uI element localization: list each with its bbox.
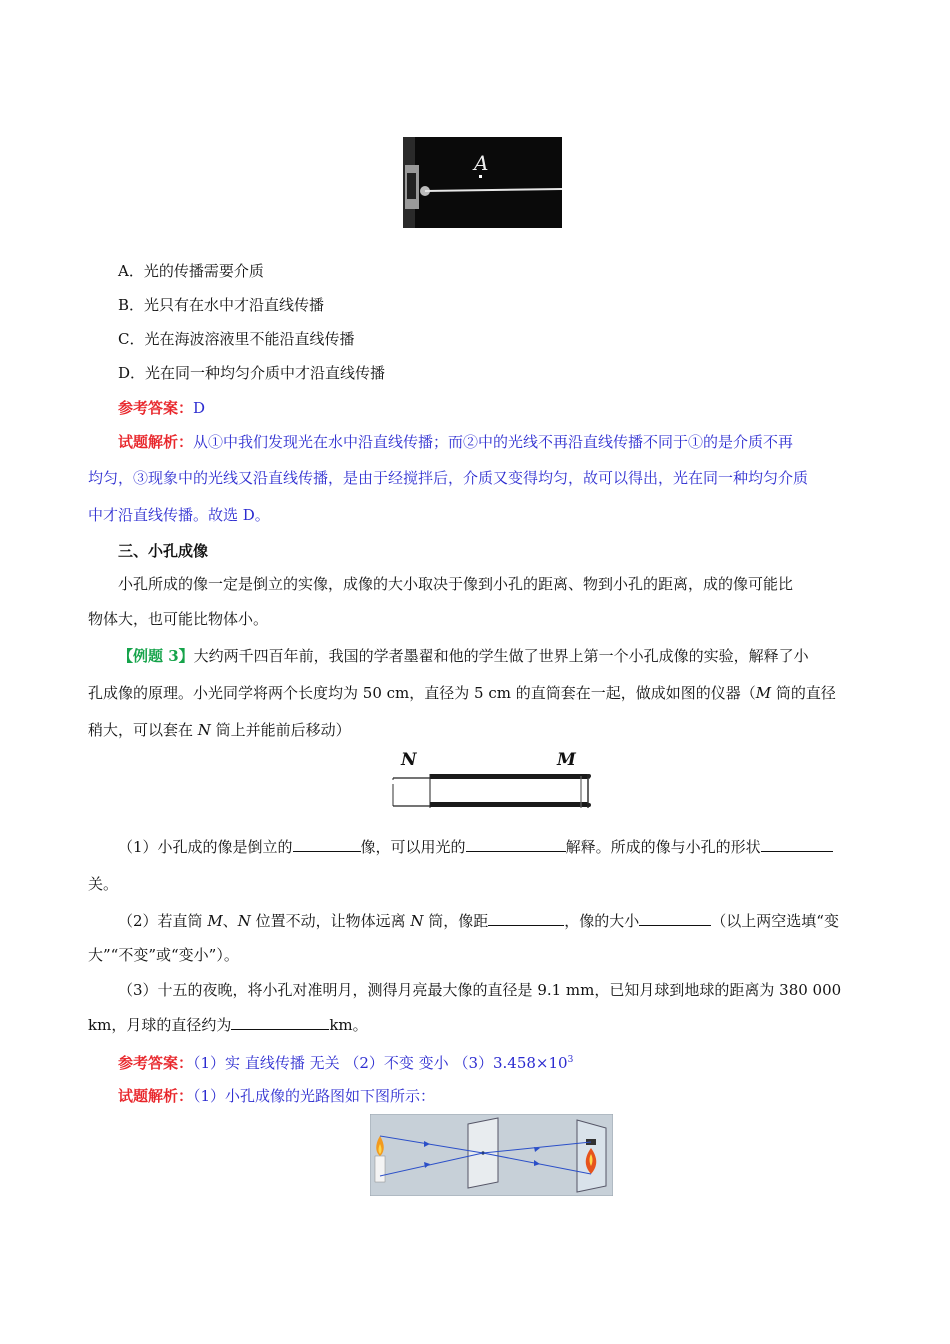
- option-b: B．光只有在水中才沿直线传播: [118, 296, 325, 314]
- answer-1: [118, 398, 898, 418]
- answer-label: 参考答案：: [118, 1054, 194, 1072]
- section-heading: 三、小孔成像: [118, 542, 209, 560]
- example-line-3: 稍大，可以套在 N 筒上并能前后移动）: [88, 721, 351, 739]
- question-2-line-2: 大”“不变”或“变小”）。: [88, 946, 239, 964]
- analysis-1-line-2: 均匀，③现象中的光线又沿直线传播，是由于经搅拌后，介质又变得均匀，故可以得出，光在同一种均匀介质: [88, 469, 809, 487]
- analysis-label: 试题解析：: [118, 1087, 194, 1105]
- option-a: A．光的传播需要介质: [118, 262, 264, 280]
- analysis-1-line-3: 中才沿直线传播。故选 D。: [88, 506, 270, 524]
- question-3-line-2: km，月球的直径约为 km。: [88, 1016, 368, 1034]
- example-line-1: 【例题 3】大约两千四百年前，我国的学者墨翟和他的学生做了世界上第一个小孔成像的实验，解释了小: [118, 647, 809, 665]
- blank-1[interactable]: [293, 837, 361, 852]
- figure-label-a: A: [474, 151, 489, 175]
- analysis-1-line-1: 试题解析：从①中我们发现光在水中沿直线传播；而②中的光线不再沿直线传播不同于①的是介质不再: [118, 433, 794, 451]
- analysis-label: 试题解析：: [118, 433, 194, 451]
- tube-apparatus-figure: [385, 750, 600, 812]
- blank-3[interactable]: [761, 837, 833, 852]
- blank-2[interactable]: [466, 837, 566, 852]
- pinhole-ray-diagram: [370, 1114, 613, 1196]
- option-c: C．光在海波溶液里不能沿直线传播: [118, 330, 355, 348]
- answer-value: D: [193, 399, 206, 417]
- example-line-2: 孔成像的原理。小光同学将两个长度均为 50 cm，直径为 5 cm 的直筒套在一起，做成如图的仪器（M 筒的直径: [88, 684, 836, 702]
- option-d: D．光在同一种均匀介质中才沿直线传播: [118, 364, 386, 382]
- section-text-2: 物体大，也可能比物体小。: [88, 610, 269, 628]
- answer-value: （1）实 直线传播 无关 （2）不变 变小 （3）3.458×10: [193, 1054, 568, 1072]
- question-2-line-1: （2）若直筒 M、N 位置不动，让物体远离 N 筒，像距 ，像的大小 （以上两空选填“变: [118, 912, 839, 930]
- question-1-line-2: 关。: [88, 875, 119, 893]
- section-text-1: 小孔所成的像一定是倒立的实像，成像的大小取决于像到小孔的距离、物到小孔的距离，成的像可能比: [118, 575, 794, 593]
- example-tag: 【例题 3】: [118, 647, 194, 665]
- blank-5[interactable]: [639, 911, 711, 926]
- tube-label-m: M: [557, 750, 576, 770]
- analysis-2: 试题解析：（1）小孔成像的光路图如下图所示：: [118, 1087, 436, 1105]
- blank-4[interactable]: [488, 911, 564, 926]
- blank-6[interactable]: [231, 1015, 329, 1030]
- laser-beam-figure: [403, 137, 562, 228]
- answer-label: 参考答案：: [118, 399, 194, 417]
- point-marker: [479, 175, 482, 178]
- question-1-line-1: （1）小孔成的像是倒立的 像，可以用光的 解释。所成的像与小孔的形状: [118, 837, 898, 857]
- answer-2: 参考答案：（1）实 直线传播 无关 （2）不变 变小 $(3)3.458\times 10^3$: [118, 1054, 574, 1072]
- tube-label-n: N: [401, 750, 417, 770]
- question-3-line-1: （3）十五的夜晚，将小孔对准明月，测得月亮最大像的直径是 9.1 mm，已知月球到地球的距离为 380 000: [118, 981, 842, 999]
